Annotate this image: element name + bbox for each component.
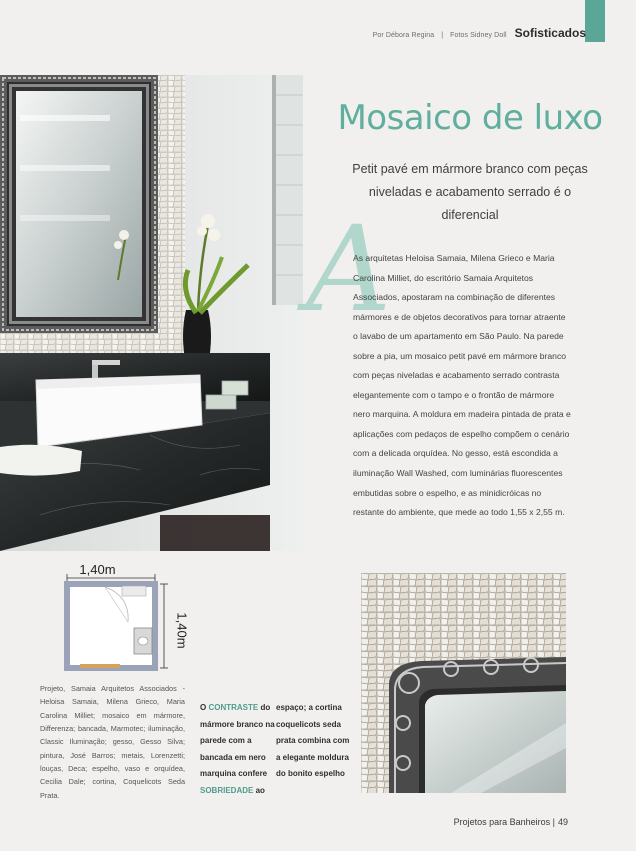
drop-cap: A <box>306 200 392 338</box>
caption-highlight-sobriedade: SOBRIEDADE <box>200 785 254 795</box>
caption-text-1: O <box>200 703 209 712</box>
caption-highlight-contraste: CONTRASTE <box>208 703 259 712</box>
bathroom-photo <box>0 75 303 551</box>
mirror-detail-photo <box>361 573 566 793</box>
page-number: 49 <box>557 817 568 827</box>
article-subtitle: Petit pavé em mármore branco com peças niveladas e acabamento serrado é o diferencial <box>352 162 588 222</box>
caption-text-2: do mármore branco na parede com a bancada em nero marquina confere <box>200 703 275 778</box>
plan-height-label: 1,40m <box>174 612 190 649</box>
page-footer <box>454 817 568 827</box>
photo-caption <box>200 700 275 799</box>
caption-text-3: ao <box>253 785 265 795</box>
magazine-name: Projetos para Banheiros <box>453 817 551 827</box>
plan-width-label: 1,40m <box>79 562 116 577</box>
photo-caption-continued: espaço; a cortina coquelicots seda prata combina com a elegante moldura do bonito espelho <box>276 703 350 778</box>
project-credits: Projeto, Samaia Arquitetos Associados - Heloisa Samaia, Milena Grieco, Maria Carolina Milliet; mosaico em mármore, Differenza; bancada, Marmotec; iluminação, Classic Iluminação; gesso, Gesso Silva; pintura, José Barros; metais, Lorenzetti; louças, Deca; espelho, vaso e orquídea, Cecilia Dale; cortina, Coquelicots Seda Prata. <box>40 684 185 800</box>
page-header <box>372 26 586 40</box>
footer-separator: | <box>552 817 555 827</box>
section-title: Sofisticados <box>514 26 586 40</box>
article-title: Mosaico de luxo <box>337 98 603 138</box>
header-separator: | <box>441 32 444 39</box>
author-credit: Por Débora Regina <box>372 32 435 39</box>
article-body: As arquitetas Heloisa Samaia, Milena Grieco e Maria Carolina Milliet, do escritório Samaia Arquitetos Associados, apostaram na combinação de diferentes mármores e de objetos decorativos para tornar atraente o lavabo de um apartamento em São Paulo. Na parede sobre a pia, um mosaico petit pavé em mármore branco com peças niveladas e acabamento serrado contrasta elegantemente com o tampo e o frontão de mármore nero marquina. A moldura em madeira pintada de prata e aplicações com pedaços de espelho compõem o cenário com a delicada orquídea. No gesso, está escondida a iluminação Wall Washed, com luminárias fluorescentes embutidas sobre o espelho, e as minidicróicas no restante do ambiente, que mede ao todo 1,55 x 2,55 m. <box>353 253 571 518</box>
section-tab <box>585 0 605 42</box>
photo-credit: Fotos Sidney Doll <box>450 32 507 39</box>
